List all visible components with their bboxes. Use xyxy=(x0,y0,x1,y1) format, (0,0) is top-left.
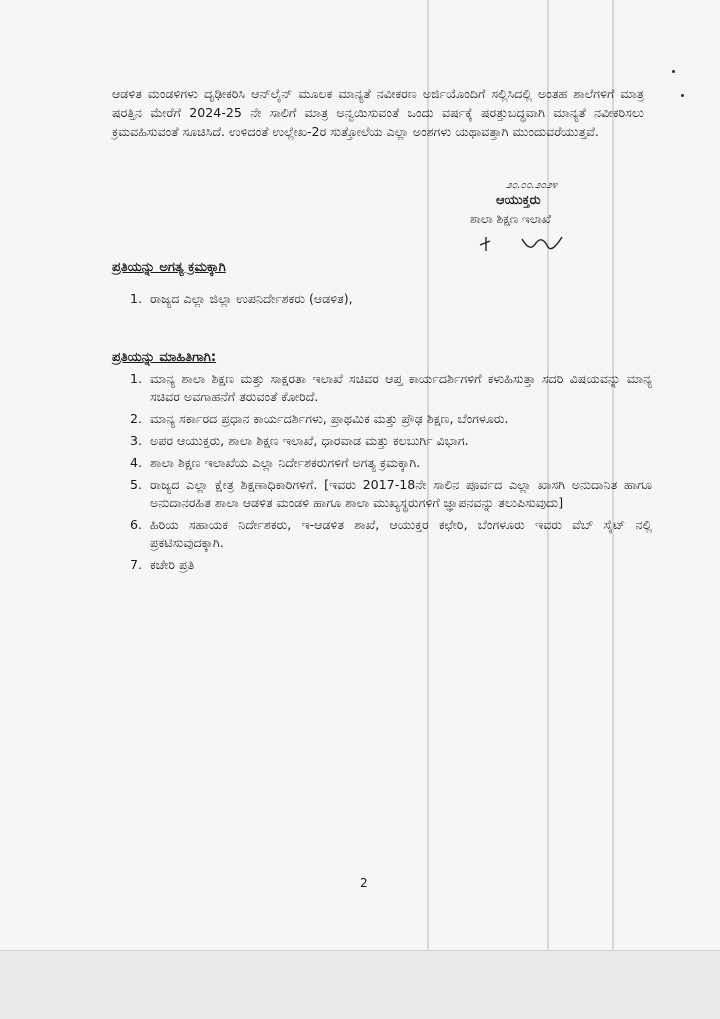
copy-action-list xyxy=(112,290,652,312)
copy-info-heading: ಪ್ರತಿಯನ್ನು ಮಾಹಿತಿಗಾಗಿ: xyxy=(112,350,217,365)
list-item: 7. ಕಚೇರಿ ಪ್ರತಿ xyxy=(129,557,195,572)
list-item: 1. ಮಾನ್ಯ ಶಾಲಾ ಶಿಕ್ಷಣ ಮತ್ತು ಸಾಕ್ಷರತಾ ಇಲಾಖೆ ಸಚಿವರ ಆಪ್ತ ಕಾರ್ಯದರ್ಶಿಗಳಿಗೆ ಕಳುಹಿಸುತ್ತಾ ಸದರಿ ವಿಷಯವನ್ನು ಮಾನ್ಯ ಸಚಿವರ ಅವಗಾಹನೆಗೆ ತರುವಂತೆ ಕೋರಿದೆ. xyxy=(129,371,652,404)
page-number: 2 xyxy=(360,876,368,890)
list-item: 5. ರಾಜ್ಯದ ಎಲ್ಲಾ ಕ್ಷೇತ್ರ ಶಿಕ್ಷಣಾಧಿಕಾರಿಗಳಿಗೆ. [ಇವರು 2017-18ನೇ ಸಾಲಿನ ಪೂರ್ವದ ಎಲ್ಲಾ ಖಾಸಗಿ ಅನುದಾನಿತ ಹಾಗೂ ಅನುದಾನರಹಿತ ಶಾಲಾ ಆಡಳಿತ ಮಂಡಳಿ ಹಾಗೂ ಶಾಲಾ ಮುಖ್ಯಸ್ಥರುಗಳಿಗೆ ಜ್ಞಾಪನವನ್ನು ತಲುಪಿಸುವುದು] xyxy=(129,477,652,510)
list-item: 1. ರಾಜ್ಯದ ಎಲ್ಲಾ ಜಿಲ್ಲಾ ಉಪನಿರ್ದೇಶಕರು (ಆಡಳಿತ), xyxy=(129,291,353,306)
body-paragraph: ಆಡಳಿತ ಮಂಡಳಿಗಳು ದೃಢೀಕರಿಸಿ ಆನ್‌ಲೈನ್ ಮೂಲಕ ಮಾನ್ಯತೆ ನವೀಕರಣ ಅರ್ಜಿಯೊಂದಿಗೆ ಸಲ್ಲಿಸಿದಲ್ಲಿ ಅಂತಹ ಶಾಲೆಗಳಿಗೆ ಮಾತ್ರ ಷರತ್ತಿನ ಮೇರೆಗೆ 2024-25 ನೇ ಸಾಲಿಗೆ ಮಾತ್ರ ಅನ್ವಯಿಸುವಂತೆ ಒಂದು ವರ್ಷಕ್ಕೆ ಷರತ್ತುಬದ್ಧವಾಗಿ ಮಾನ್ಯತೆ ನವೀಕರಿಸಲು ಕ್ರಮವಹಿಸುವಂತೆ ಸೂಚಿಸಿದೆ. ಉಳಿದಂತೆ ಉಲ್ಲೇಖ-2ರ ಸುತ್ತೋಲೆಯ ಎಲ್ಲಾ ಅಂಶಗಳು ಯಥಾವತ್ತಾಗಿ ಮುಂದುವರೆಯುತ್ತವೆ. xyxy=(112,86,644,139)
signatory-department: ಶಾಲಾ ಶಿಕ್ಷಣ ಇಲಾಖೆ xyxy=(470,212,552,226)
list-item: 2. ಮಾನ್ಯ ಸರ್ಕಾರದ ಪ್ರಧಾನ ಕಾರ್ಯದರ್ಶಿಗಳು, ಪ್ರಾಥಮಿಕ ಮತ್ತು ಪ್ರೌಢ ಶಿಕ್ಷಣ, ಬೆಂಗಳೂರು. xyxy=(129,411,509,426)
copy-info-list xyxy=(112,370,652,578)
scan-bottom-margin xyxy=(0,950,720,1019)
list-item: 4. ಶಾಲಾ ಶಿಕ್ಷಣ ಇಲಾಖೆಯ ಎಲ್ಲಾ ನಿರ್ದೇಶಕರುಗಳಿಗೆ ಅಗತ್ಯ ಕ್ರಮಕ್ಕಾಗಿ. xyxy=(129,455,421,470)
signatory-title: ಆಯುಕ್ತರು xyxy=(496,193,541,208)
signature-block xyxy=(470,180,630,263)
scan-speck xyxy=(672,70,675,73)
scan-speck xyxy=(681,94,684,97)
copy-action-heading: ಪ್ರತಿಯನ್ನು ಅಗತ್ಯ ಕ್ರಮಕ್ಕಾಗಿ xyxy=(112,260,226,275)
handwritten-signature xyxy=(476,231,586,259)
list-item: 3. ಅಪರ ಆಯುಕ್ತರು, ಶಾಲಾ ಶಿಕ್ಷಣ ಇಲಾಖೆ, ಧಾರವಾಡ ಮತ್ತು ಕಲಬುರ್ಗಿ ವಿಭಾಗ. xyxy=(129,433,469,448)
list-item: 6. ಹಿರಿಯ ಸಹಾಯಕ ನಿರ್ದೇಶಕರು, ಇ-ಆಡಳಿತ ಶಾಖೆ, ಆಯುಕ್ತರ ಕಛೇರಿ, ಬೆಂಗಳೂರು ಇವರು ವೆಬ್ ಸೈಟ್ ನಲ್ಲಿ ಪ್ರಕಟಿಸುವುದಕ್ಕಾಗಿ. xyxy=(129,517,652,550)
signature-date: ೨೦.೦೦.೨೦೨೪ xyxy=(506,180,558,191)
